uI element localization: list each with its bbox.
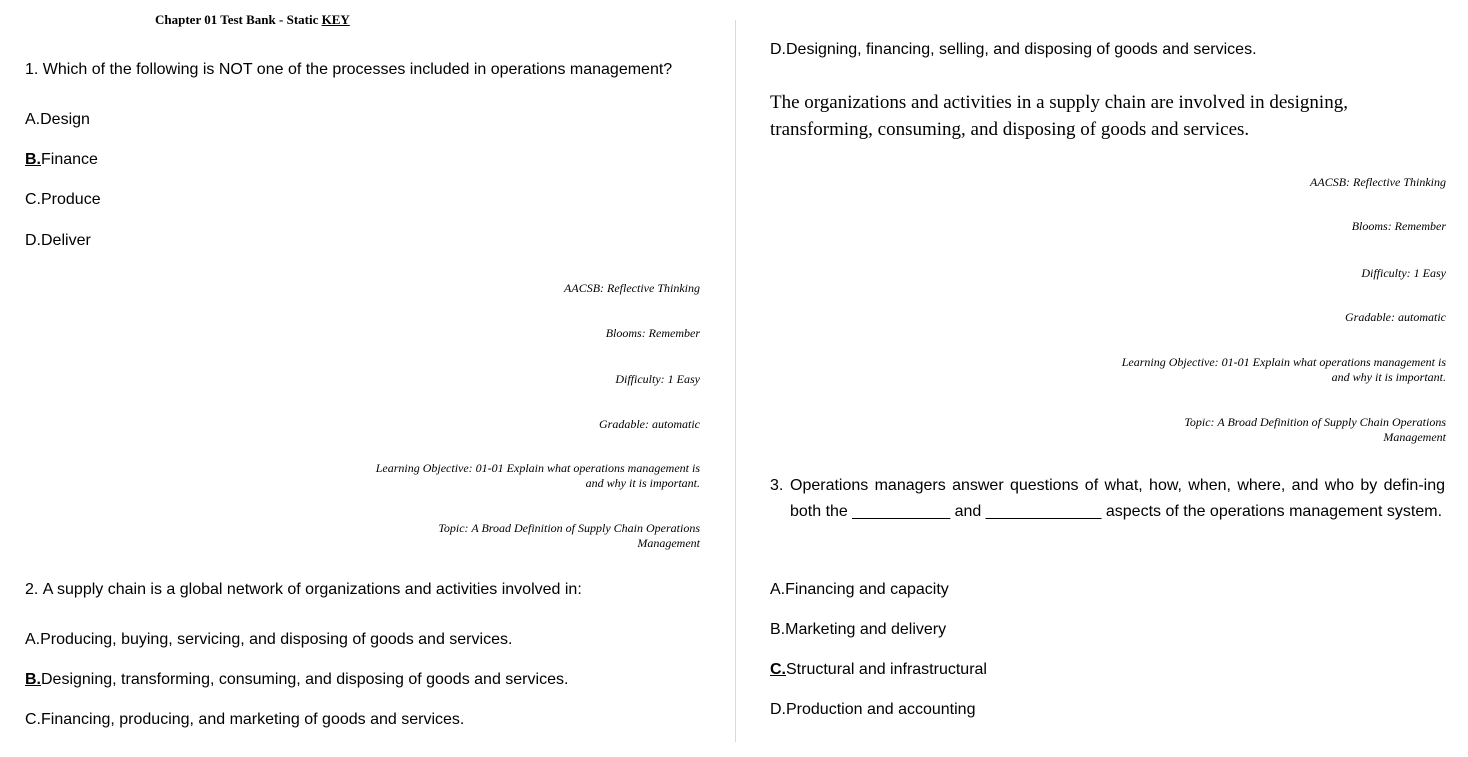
option-letter: A. <box>770 581 786 598</box>
q2-option-d <box>770 41 1257 59</box>
option-text: Finance <box>41 151 98 168</box>
option-text: Marketing and delivery <box>785 621 947 638</box>
question-text: Which of the following is NOT one of the processes included in operations management? <box>42 61 673 78</box>
question-number: 2. <box>25 581 39 598</box>
q1-meta-topic <box>438 521 700 551</box>
q2-option-a <box>25 631 512 649</box>
question-number: 3. <box>770 477 784 494</box>
option-text: Deliver <box>41 232 91 249</box>
q2-option-c <box>25 711 464 729</box>
option-text: Design <box>40 111 90 128</box>
question-text: Operations managers answer questions of what, how, when, where, and who by defin-ing both the ___________ and _____________ aspects of the operations management system. <box>790 477 1445 520</box>
title-prefix: Chapter 01 Test Bank - Static <box>155 12 322 27</box>
q3-option-d <box>770 701 975 719</box>
page-title <box>155 12 350 28</box>
option-letter: A. <box>25 111 41 128</box>
option-text: Designing, financing, selling, and disposing of goods and services. <box>786 41 1257 58</box>
q1-meta-aacsb: AACSB: Reflective Thinking <box>564 281 700 295</box>
option-letter: C. <box>25 191 41 208</box>
q2-meta-topic <box>1184 415 1446 445</box>
option-text: Financing, producing, and marketing of goods and services. <box>41 711 465 728</box>
option-text: Production and accounting <box>786 701 976 718</box>
option-letter-correct: B. <box>25 151 41 168</box>
q2-meta-aacsb: AACSB: Reflective Thinking <box>1310 175 1446 189</box>
option-text: Financing and capacity <box>785 581 949 598</box>
column-divider <box>735 20 736 742</box>
q2-meta-learning-objective <box>1122 355 1446 385</box>
question-3-stem <box>770 473 1445 524</box>
option-letter-correct: B. <box>25 671 41 688</box>
option-letter-correct: C. <box>770 661 786 678</box>
option-letter: D. <box>770 41 786 58</box>
option-text: Designing, transforming, consuming, and disposing of goods and services. <box>41 671 569 688</box>
q1-option-c <box>25 191 101 209</box>
question-number: 1. <box>25 61 39 78</box>
topic-line-1: Topic: A Broad Definition of Supply Chain Operations <box>1184 415 1446 429</box>
q1-meta-gradable: Gradable: automatic <box>599 417 700 431</box>
q1-option-a <box>25 111 90 129</box>
lo-line-1: Learning Objective: 01-01 Explain what operations management is <box>1121 355 1446 369</box>
q3-option-b <box>770 621 946 639</box>
q1-meta-learning-objective <box>376 461 700 491</box>
option-letter: A. <box>25 631 41 648</box>
q3-option-c <box>770 661 987 679</box>
option-text: Producing, buying, servicing, and disposing of goods and services. <box>40 631 513 648</box>
option-text: Structural and infrastructural <box>786 661 987 678</box>
question-1-stem <box>25 61 672 79</box>
q3-option-a <box>770 581 949 599</box>
option-letter: D. <box>25 232 41 249</box>
q1-option-b <box>25 151 98 169</box>
option-text: Produce <box>41 191 101 208</box>
option-letter: B. <box>770 621 786 638</box>
question-text: A supply chain is a global network of organizations and activities involved in: <box>42 581 582 598</box>
q1-meta-blooms: Blooms: Remember <box>605 326 700 340</box>
lo-line-1: Learning Objective: 01-01 Explain what operations management is <box>375 461 700 475</box>
option-letter: C. <box>25 711 41 728</box>
q2-meta-blooms: Blooms: Remember <box>1351 219 1446 233</box>
question-2-stem <box>25 581 582 599</box>
lo-line-2: and why it is important. <box>1331 370 1446 384</box>
q2-meta-difficulty: Difficulty: 1 Easy <box>1361 266 1446 280</box>
title-key: KEY <box>321 12 350 27</box>
q2-option-b <box>25 671 568 689</box>
lo-line-2: and why it is important. <box>585 476 700 490</box>
q2-meta-gradable: Gradable: automatic <box>1345 310 1446 324</box>
topic-line-2: Management <box>637 536 700 550</box>
topic-line-2: Management <box>1383 430 1446 444</box>
q1-meta-difficulty: Difficulty: 1 Easy <box>615 372 700 386</box>
option-letter: D. <box>770 701 786 718</box>
q1-option-d <box>25 232 91 250</box>
topic-line-1: Topic: A Broad Definition of Supply Chain Operations <box>438 521 700 535</box>
q2-explanation: The organizations and activities in a supply chain are involved in designing, transforming, consuming, and disposing of goods and services. <box>770 92 1348 140</box>
